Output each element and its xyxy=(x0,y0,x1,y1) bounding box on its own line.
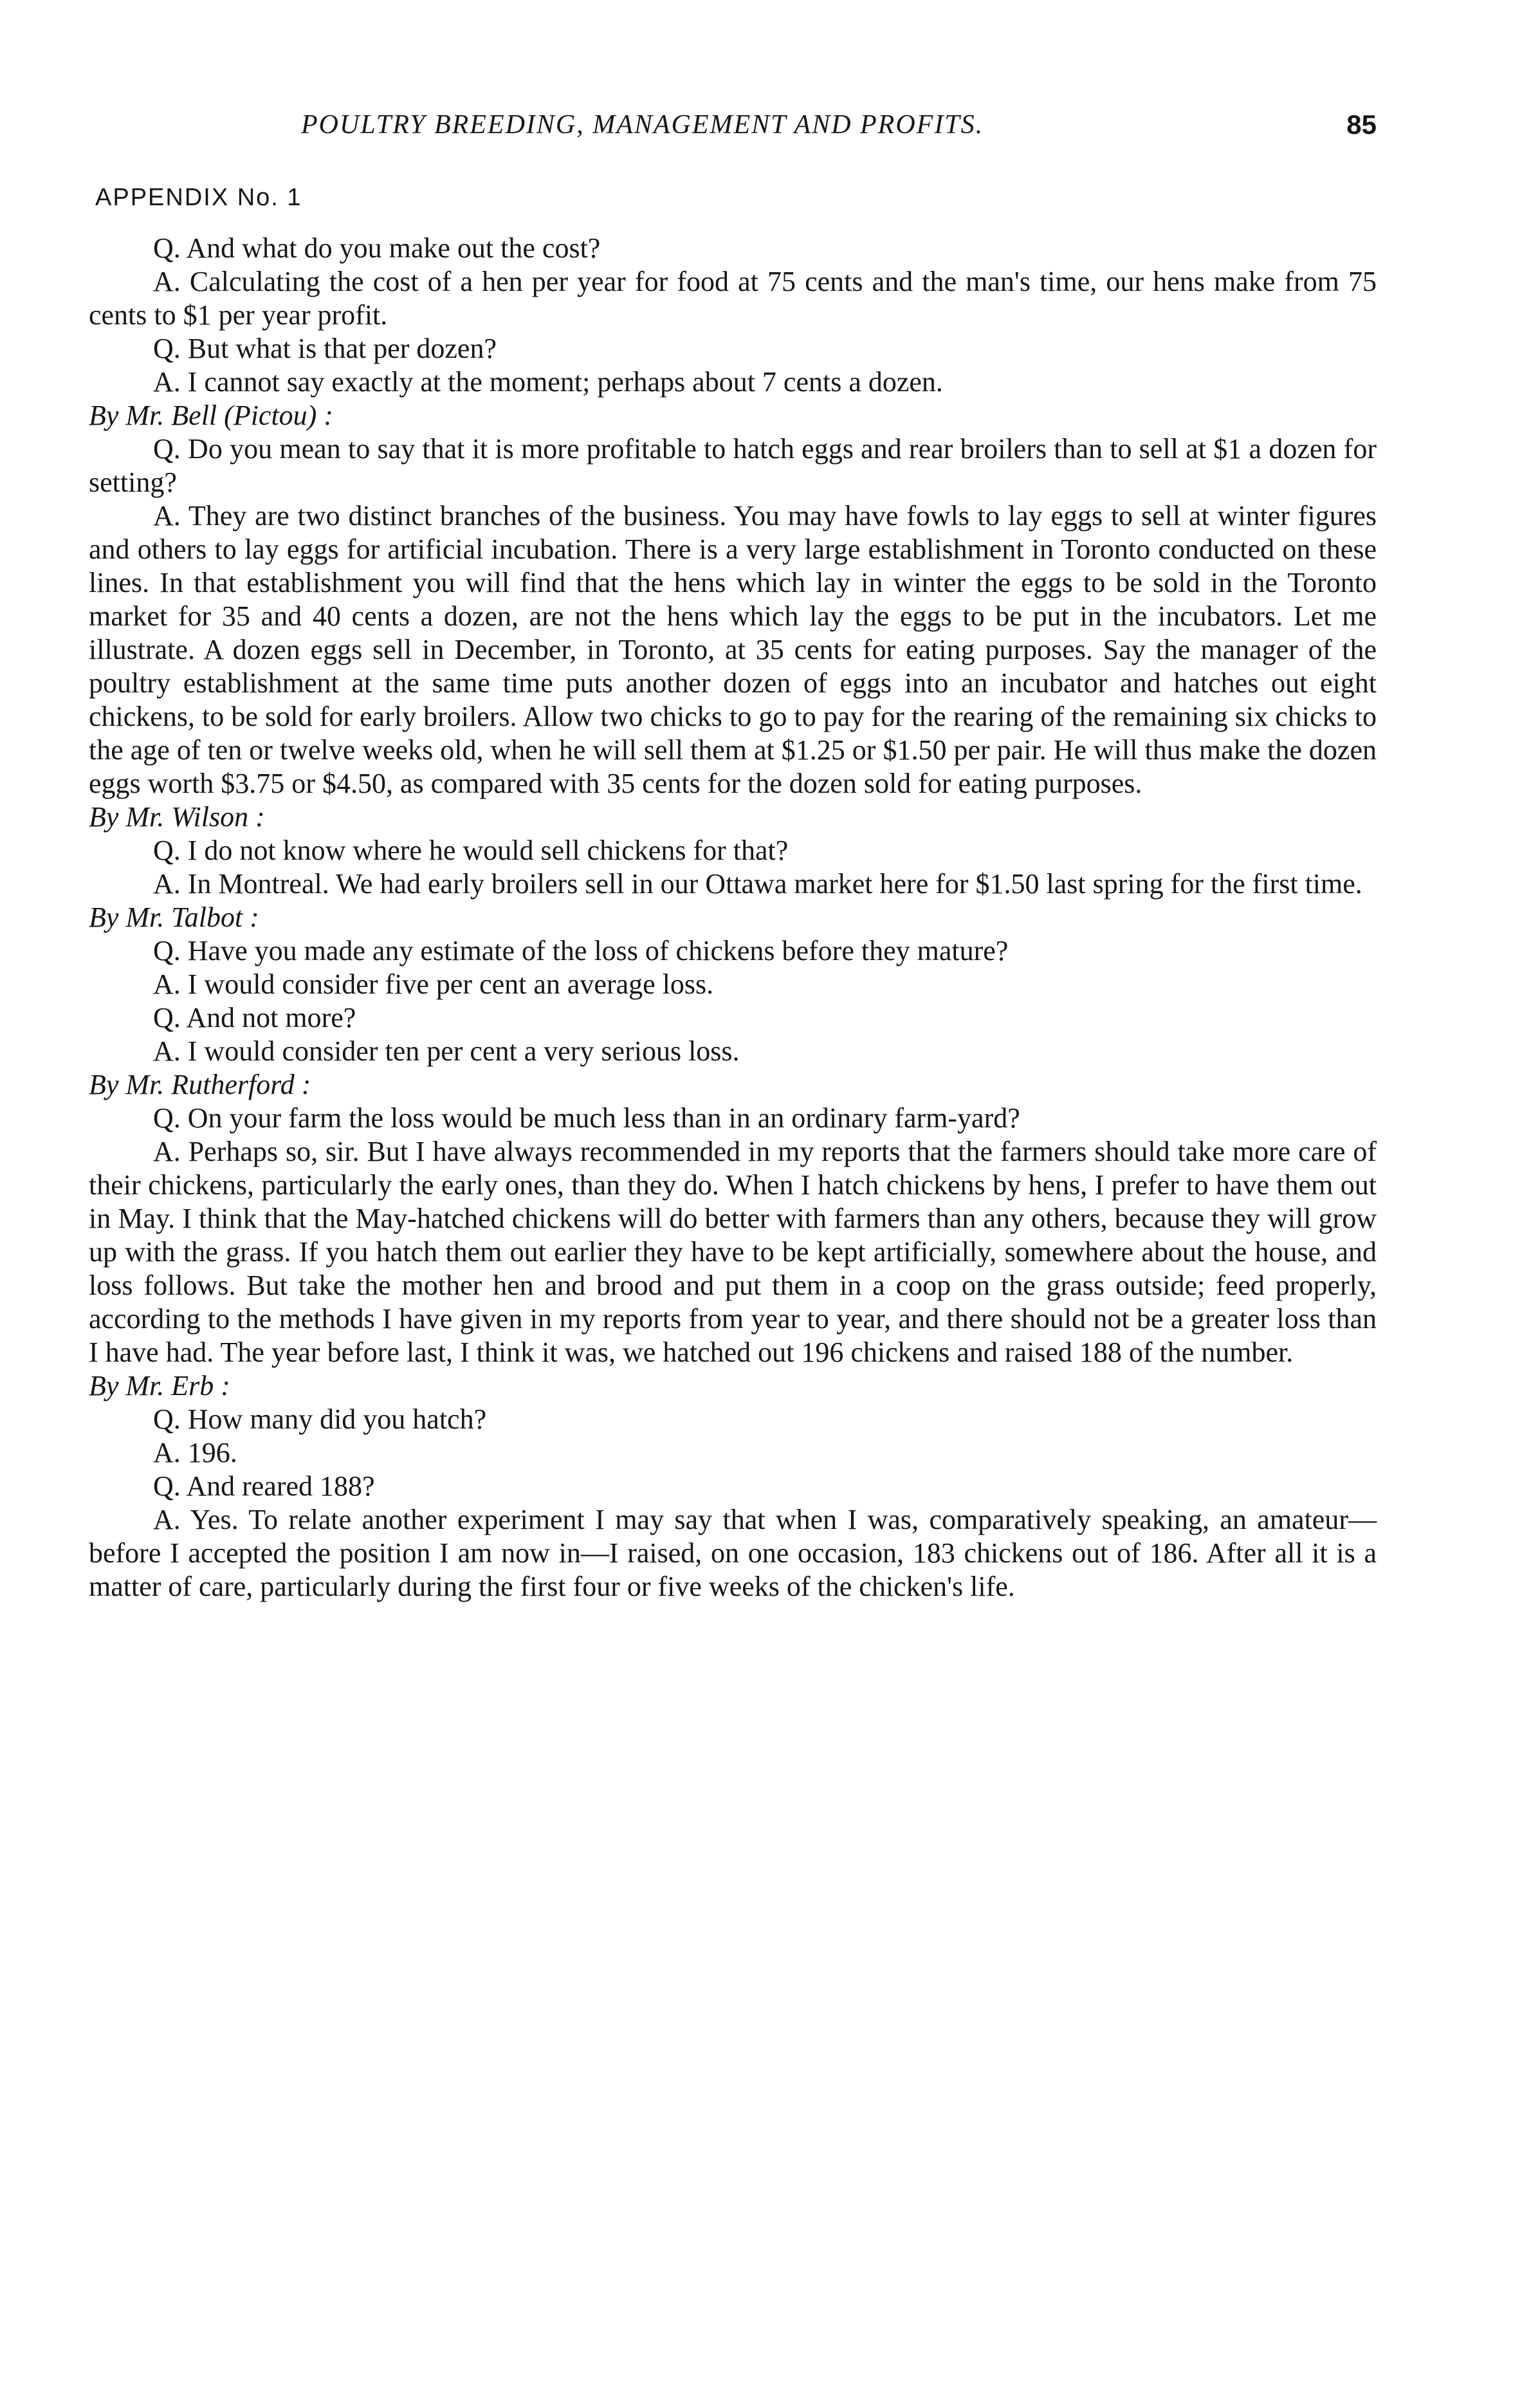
running-head-title: POULTRY BREEDING, MANAGEMENT AND PROFITS. xyxy=(301,110,984,140)
answer-paragraph: A. I cannot say exactly at the moment; perhaps about 7 cents a dozen. xyxy=(153,366,943,398)
answer-paragraph: A. Calculating the cost of a hen per year for food at 75 cents and the man's time, our hens make from 75 cents to $1 per year profit. xyxy=(89,266,1377,331)
answer-paragraph: A. I would consider five per cent an average loss. xyxy=(153,968,714,1000)
answer-paragraph: A. Yes. To relate another experiment I may say that when I was, comparatively speaking, an amateur—before I accepted the position I am now in—I raised, on one occasion, 183 chickens out of 186. After all it is a matter of care, particularly during the first four or five weeks of the chicken's life. xyxy=(89,1504,1377,1602)
speaker-heading: By Mr. Wilson : xyxy=(89,801,265,833)
speaker-heading: By Mr. Talbot : xyxy=(89,902,259,933)
running-head xyxy=(89,109,1377,154)
question-paragraph: Q. On your farm the loss would be much less than in an ordinary farm-yard? xyxy=(153,1102,1020,1134)
question-paragraph: Q. And not more? xyxy=(153,1002,356,1033)
speaker-heading: By Mr. Rutherford : xyxy=(89,1069,311,1100)
answer-paragraph: A. In Montreal. We had early broilers sell in our Ottawa market here for $1.50 last spring for the first time. xyxy=(153,868,1362,900)
answer-paragraph: A. I would consider ten per cent a very serious loss. xyxy=(153,1035,740,1067)
speaker-heading: By Mr. Erb : xyxy=(89,1370,230,1401)
question-paragraph: Q. I do not know where he would sell chickens for that? xyxy=(153,835,789,866)
answer-paragraph: A. They are two distinct branches of the business. You may have fowls to lay eggs to sell at winter figures and others to lay eggs for artificial incubation. There is a very large establishment in Toronto conducted on these lines. In that establishment you will find that the hens which lay in winter the eggs to be sold in the Toronto market for 35 and 40 cents a dozen, are not the hens which lay the eggs to be put in the incubators. Let me illustrate. A dozen eggs sell in December, in Toronto, at 35 cents for eating purposes. Say the manager of the poultry establishment at the same time puts another dozen of eggs into an incubator and hatches out eight chickens, to be sold for early broilers. Allow two chicks to go to pay for the rearing of the remaining six chicks to the age of ten or twelve weeks old, when he will sell them at $1.25 or $1.50 per pair. He will thus make the dozen eggs worth $3.75 or $4.50, as compared with 35 cents for the dozen sold for eating purposes. xyxy=(89,500,1377,799)
question-paragraph: Q. Have you made any estimate of the loss of chickens before they mature? xyxy=(153,935,1009,966)
body-text xyxy=(89,232,1377,1604)
question-paragraph: Q. And what do you make out the cost? xyxy=(153,232,601,264)
speaker-heading: By Mr. Bell (Pictou) : xyxy=(89,400,333,431)
answer-paragraph: A. 196. xyxy=(153,1437,237,1468)
question-paragraph: Q. Do you mean to say that it is more profitable to hatch eggs and rear broilers than to sell at $1 a dozen for setting? xyxy=(89,433,1377,498)
answer-paragraph: A. Perhaps so, sir. But I have always recommended in my reports that the farmers should take more care of their chickens, particularly the early ones, than they do. When I hatch chickens by hens, I prefer to have them out in May. I think that the May-hatched chickens will do better with farmers than any others, because they will grow up with the grass. If you hatch them out earlier they have to be kept artificially, somewhere about the house, and loss follows. But take the mother hen and brood and put them in a coop on the grass outside; feed properly, according to the methods I have given in my reports from year to year, and there should not be a greater loss than I have had. The year before last, I think it was, we hatched out 196 chickens and raised 188 of the number. xyxy=(89,1136,1377,1368)
page-number: 85 xyxy=(1346,109,1377,140)
question-paragraph: Q. How many did you hatch? xyxy=(153,1403,487,1435)
appendix-label: APPENDIX No. 1 xyxy=(95,184,302,211)
question-paragraph: Q. But what is that per dozen? xyxy=(153,333,497,364)
question-paragraph: Q. And reared 188? xyxy=(153,1470,375,1502)
